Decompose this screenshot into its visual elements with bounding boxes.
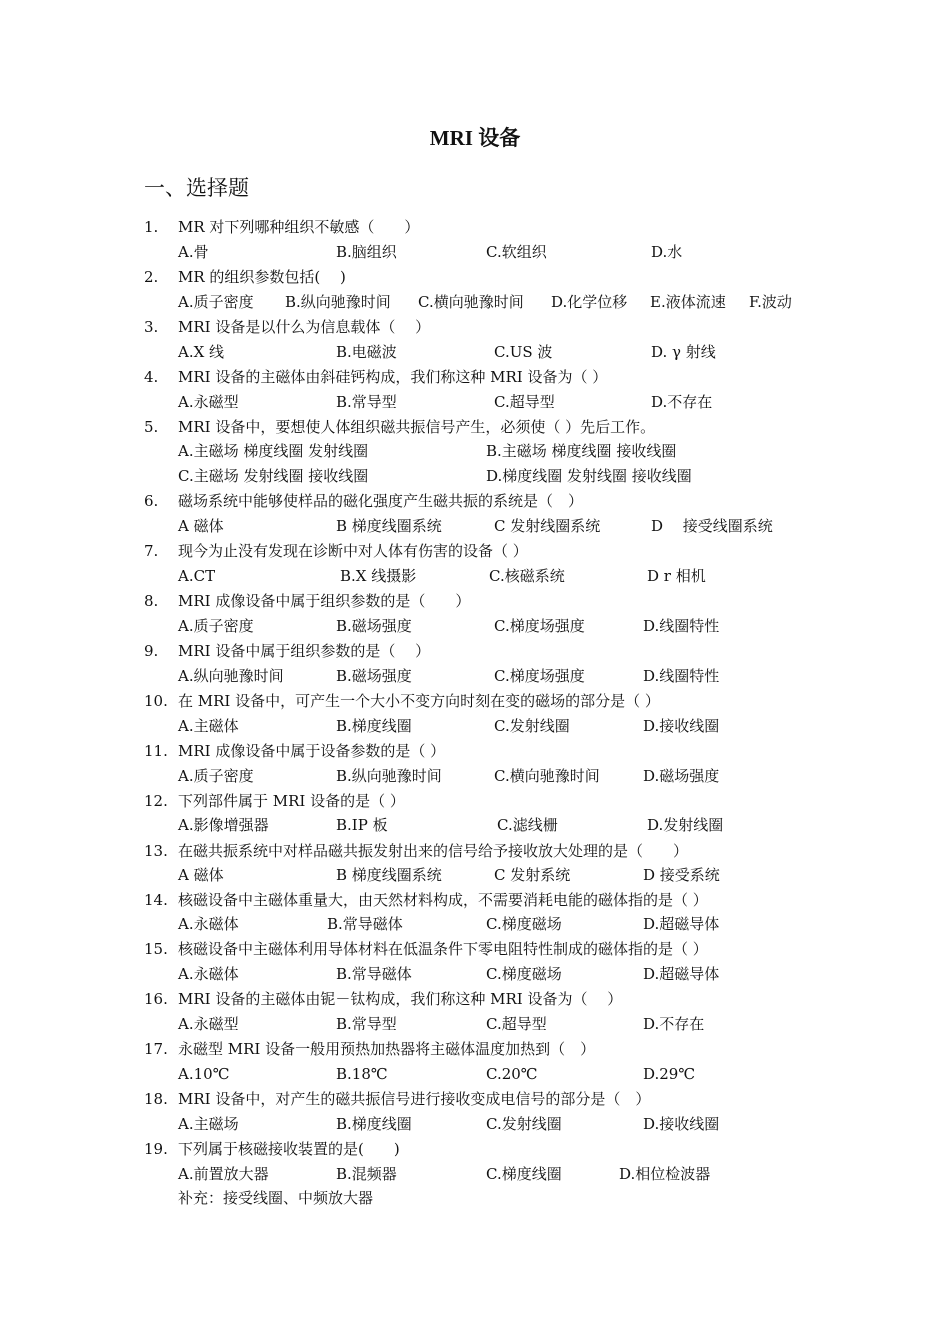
question-number: 15. xyxy=(144,940,168,958)
question-11 xyxy=(0,740,950,762)
answer-option: C.超导型 xyxy=(486,1015,547,1033)
question-8 xyxy=(0,590,950,612)
question-7 xyxy=(0,540,950,562)
question-text: 磁场系统中能够使样品的磁化强度产生磁共振的系统是（ ） xyxy=(178,492,584,510)
answer-option: D.化学位移 xyxy=(551,293,628,311)
question-text: 下列属于核磁接收装置的是( ) xyxy=(178,1140,400,1158)
answer-option: C 发射线圈系统 xyxy=(494,517,601,535)
answer-option: B 梯度线圈系统 xyxy=(336,517,442,535)
answer-option: D.水 xyxy=(651,243,683,261)
answer-option: C.核磁系统 xyxy=(489,567,565,585)
answer-option: D.接收线圈 xyxy=(643,717,720,735)
answer-option: C.20℃ xyxy=(486,1065,538,1083)
answer-option: D.29℃ xyxy=(643,1065,696,1083)
question-number: 10. xyxy=(144,692,168,710)
answer-option: B.磁场强度 xyxy=(336,667,412,685)
question-number: 16. xyxy=(144,990,168,1008)
question-number: 3. xyxy=(144,318,159,336)
question-text: MRI 设备的主磁体由斜硅钙构成，我们称这种 MRI 设备为（ ） xyxy=(178,368,608,386)
answer-option: F.波动 xyxy=(749,293,792,311)
answer-option: B.主磁场 梯度线圈 接收线圈 xyxy=(486,442,677,460)
answer-option: D.接收线圈 xyxy=(643,1115,720,1133)
answer-option: C.滤线栅 xyxy=(497,816,558,834)
answer-option: B.常导磁体 xyxy=(336,965,412,983)
question-number: 4. xyxy=(144,368,159,386)
answer-option: A.质子密度 xyxy=(178,617,254,635)
answer-option: D 接受线圈系统 xyxy=(651,517,773,535)
answer-option: C.主磁场 发射线圈 接收线圈 xyxy=(178,467,369,485)
question-text: MRI 成像设备中属于组织参数的是（ ） xyxy=(178,592,471,610)
answer-option: A.骨 xyxy=(178,243,209,261)
question-13 xyxy=(0,840,950,862)
answer-option: D.超磁导体 xyxy=(643,915,720,933)
question-text: MR 的组织参数包括( ) xyxy=(178,268,346,286)
question-6 xyxy=(0,490,950,512)
question-19 xyxy=(0,1138,950,1160)
document-title-text: MRI 设备 xyxy=(429,126,521,150)
answer-option: D 接受系统 xyxy=(643,866,720,884)
answer-option: C.横向驰豫时间 xyxy=(494,767,600,785)
answer-option: D. γ 射线 xyxy=(651,343,716,361)
answer-option: D.超磁导体 xyxy=(643,965,720,983)
answer-option: A.纵向驰豫时间 xyxy=(178,667,284,685)
answer-option: A.前置放大器 xyxy=(178,1165,269,1183)
question-number: 14. xyxy=(144,891,168,909)
question-2 xyxy=(0,266,950,288)
answer-option: D.不存在 xyxy=(651,393,713,411)
answer-option: A 磁体 xyxy=(178,517,224,535)
question-text: 永磁型 MRI 设备一般用预热加热器将主磁体温度加热到（ ） xyxy=(178,1040,596,1058)
question-9 xyxy=(0,640,950,662)
answer-option: C.梯度线圈 xyxy=(486,1165,562,1183)
answer-option: C.超导型 xyxy=(494,393,555,411)
answer-option: A.主磁场 梯度线圈 发射线圈 xyxy=(178,442,369,460)
question-number: 19. xyxy=(144,1140,168,1158)
answer-option: B.混频器 xyxy=(336,1165,397,1183)
answer-option: D.梯度线圈 发射线圈 接收线圈 xyxy=(486,467,692,485)
answer-option: B.纵向驰豫时间 xyxy=(285,293,391,311)
question-10 xyxy=(0,690,950,712)
answer-option: B.常导型 xyxy=(336,393,397,411)
answer-option: A 磁体 xyxy=(178,866,224,884)
answer-option: C.梯度磁场 xyxy=(486,965,562,983)
answer-option: A.永磁体 xyxy=(178,965,239,983)
question-3 xyxy=(0,316,950,338)
answer-option: B.常导型 xyxy=(336,1015,397,1033)
answer-option: C.发射线圈 xyxy=(494,717,570,735)
answer-option: D.线圈特性 xyxy=(643,617,720,635)
answer-option: D.不存在 xyxy=(643,1015,705,1033)
question-number: 2. xyxy=(144,268,159,286)
question-text: MRI 设备中，要想使人体组织磁共振信号产生，必须使（ ）先后工作。 xyxy=(178,418,656,436)
answer-option: A.质子密度 xyxy=(178,293,254,311)
question-16 xyxy=(0,988,950,1010)
answer-option: C.发射线圈 xyxy=(486,1115,562,1133)
answer-option: A.10℃ xyxy=(178,1065,230,1083)
answer-option: C 发射系统 xyxy=(494,866,571,884)
answer-option: C.梯度场强度 xyxy=(494,617,585,635)
answer-option: A.CT xyxy=(178,567,216,585)
answer-option: C.梯度场强度 xyxy=(494,667,585,685)
question-number: 9. xyxy=(144,642,159,660)
question-text: MRI 设备中属于组织参数的是（ ） xyxy=(178,642,431,660)
question-number: 1. xyxy=(144,218,159,236)
answer-option: A.永磁体 xyxy=(178,915,239,933)
answer-option: B.脑组织 xyxy=(336,243,397,261)
question-12 xyxy=(0,790,950,812)
question-14 xyxy=(0,889,950,911)
answer-option: B.IP 板 xyxy=(336,816,388,834)
question-18 xyxy=(0,1088,950,1110)
answer-option: B.常导磁体 xyxy=(327,915,403,933)
supplement-note: 补充：接受线圈、中频放大器 xyxy=(178,1189,374,1207)
question-text: 在磁共振系统中对样品磁共振发射出来的信号给予接收放大处理的是（ ） xyxy=(178,842,689,860)
answer-option: D.线圈特性 xyxy=(643,667,720,685)
answer-option: B.梯度线圈 xyxy=(336,717,412,735)
question-text: 下列部件属于 MRI 设备的是（ ） xyxy=(178,792,405,810)
question-text: MRI 设备是以什么为信息载体（ ） xyxy=(178,318,431,336)
question-text: MR 对下列哪种组织不敏感（ ） xyxy=(178,218,420,236)
answer-option: B.18℃ xyxy=(336,1065,388,1083)
answer-option: A.永磁型 xyxy=(178,1015,239,1033)
answer-option: E.液体流速 xyxy=(650,293,726,311)
question-number: 12. xyxy=(144,792,168,810)
answer-option: B.X 线摄影 xyxy=(340,567,417,585)
answer-option: D r 相机 xyxy=(647,567,706,585)
question-text: 现今为止没有发现在诊断中对人体有伤害的设备（ ） xyxy=(178,542,528,560)
question-number: 8. xyxy=(144,592,159,610)
section-heading: 一、选择题 xyxy=(144,176,249,200)
question-number: 7. xyxy=(144,542,159,560)
question-5 xyxy=(0,416,950,438)
question-4 xyxy=(0,366,950,388)
question-number: 13. xyxy=(144,842,168,860)
question-text: MRI 设备的主磁体由铌－钛构成，我们称这种 MRI 设备为（ ） xyxy=(178,990,623,1008)
answer-option: B 梯度线圈系统 xyxy=(336,866,442,884)
answer-option: A.影像增强器 xyxy=(178,816,269,834)
answer-option: A.主磁体 xyxy=(178,717,239,735)
question-1 xyxy=(0,216,950,238)
answer-option: C.US 波 xyxy=(494,343,553,361)
question-number: 17. xyxy=(144,1040,168,1058)
question-text: MRI 成像设备中属于设备参数的是（ ） xyxy=(178,742,446,760)
document-title xyxy=(0,122,950,152)
answer-option: C.横向驰豫时间 xyxy=(418,293,524,311)
answer-option: A.永磁型 xyxy=(178,393,239,411)
question-text: 在 MRI 设备中，可产生一个大小不变方向时刻在变的磁场的部分是（ ） xyxy=(178,692,660,710)
answer-option: D.磁场强度 xyxy=(643,767,720,785)
question-number: 11. xyxy=(144,742,168,760)
answer-option: C.软组织 xyxy=(486,243,547,261)
answer-option: A.X 线 xyxy=(178,343,225,361)
question-15 xyxy=(0,938,950,960)
answer-option: B.电磁波 xyxy=(336,343,397,361)
answer-option: A.质子密度 xyxy=(178,767,254,785)
answer-option: A.主磁场 xyxy=(178,1115,239,1133)
answer-option: D.相位检波器 xyxy=(619,1165,711,1183)
question-number: 5. xyxy=(144,418,159,436)
answer-option: B.磁场强度 xyxy=(336,617,412,635)
answer-option: B.梯度线圈 xyxy=(336,1115,412,1133)
question-text: MRI 设备中，对产生的磁共振信号进行接收变成电信号的部分是（ ） xyxy=(178,1090,651,1108)
question-text: 核磁设备中主磁体利用导体材料在低温条件下零电阻特性制成的磁体指的是（ ） xyxy=(178,940,708,958)
answer-option: D.发射线圈 xyxy=(647,816,724,834)
answer-option: C.梯度磁场 xyxy=(486,915,562,933)
question-text: 核磁设备中主磁体重量大，由天然材料构成，不需要消耗电能的磁体指的是（ ） xyxy=(178,891,708,909)
question-number: 18. xyxy=(144,1090,168,1108)
question-17 xyxy=(0,1038,950,1060)
answer-option: B.纵向驰豫时间 xyxy=(336,767,442,785)
question-number: 6. xyxy=(144,492,159,510)
